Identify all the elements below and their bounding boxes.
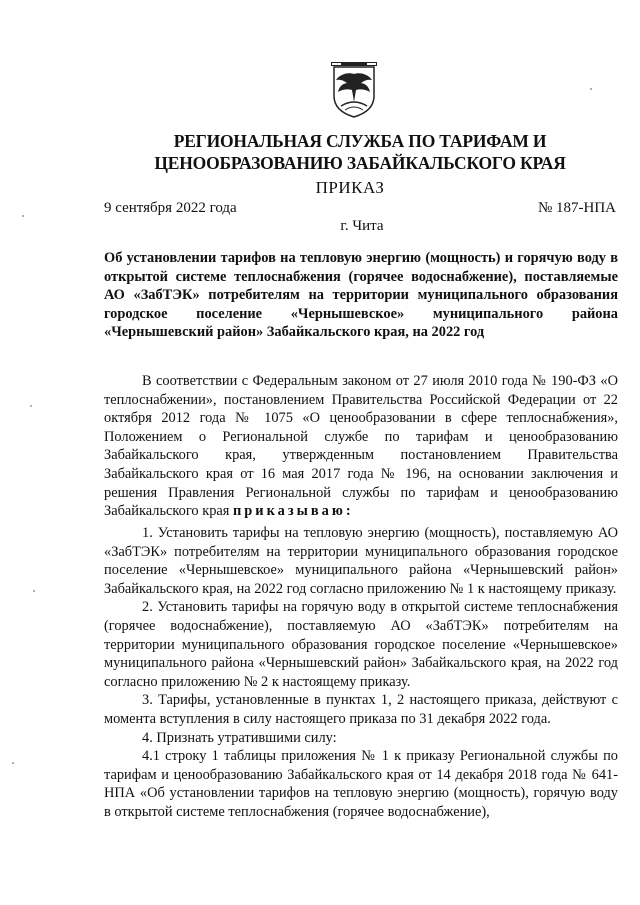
scan-speck <box>33 590 35 592</box>
scan-speck <box>22 215 24 217</box>
document-city: г. Чита <box>340 218 384 234</box>
coat-of-arms-icon <box>331 62 377 118</box>
document-date: 9 сентября 2022 года <box>104 200 237 216</box>
organization-name <box>60 130 640 174</box>
order-item-1: 1. Установить тарифы на тепловую энергию (мощность), поставляемую АО «ЗабТЭК» потребителям на территории муниципального образования городское поселение «Чернышевское» муниципального района «Чернышевский район» Забайкальского края, на 2022 год согласно приложению № 1 к настоящему приказу. <box>104 525 618 597</box>
document-title: Об установлении тарифов на тепловую энергию (мощность) и горячую воду в открытой системе теплоснабжения (горячее водоснабжение), поставляемые АО «ЗабТЭК» потребителям на территории муниципального образования городское поселение «Чернышевское» муниципального района «Чернышевский район» Забайкальского края, на 2022 год <box>104 250 618 341</box>
order-item-2: 2. Установить тарифы на горячую воду в открытой системе теплоснабжения (горячее водоснабжение), поставляемую АО «ЗабТЭК» потребителям на территории муниципального образования городское поселение «Чернышевское» муниципального района «Чернышевский район» Забайкальского края, на 2022 год согласно приложению № 2 к настоящему приказу. <box>104 599 618 690</box>
order-items <box>104 524 618 822</box>
order-item-3: 3. Тарифы, установленные в пунктах 1, 2 настоящего приказа, действуют с момента вступления в силу настоящего приказа по 31 декабря 2022 года. <box>104 692 618 727</box>
document-type: ПРИКАЗ <box>315 178 385 197</box>
scan-speck <box>12 762 14 764</box>
preamble-body: В соответствии с Федеральным законом от 27 июля 2010 года № 190-ФЗ «О теплоснабжении», постановлением Правительства Российской Федерации от 22 октября 2012 года № 1075 «О ценообразовании в сфере теплоснабжения», Положением о Региональной службе по тарифам и ценообразованию Забайкальского края, утвержденным постановлением Правительства Забайкальского края от 16 мая 2017 года № 196, на основании заключения и решения Правления Региональной службы по тарифам и ценообразованию Забайкальского края <box>104 373 618 520</box>
scan-speck <box>590 88 592 90</box>
org-line-1: РЕГИОНАЛЬНАЯ СЛУЖБА ПО ТАРИФАМ И <box>173 131 547 151</box>
document-number: № 187-НПА <box>537 200 616 216</box>
scan-speck <box>30 405 32 407</box>
order-item-4-1: 4.1 строку 1 таблицы приложения № 1 к приказу Региональной службы по тарифам и ценообразованию Забайкальского края от 14 декабря 2018 года № 641-НПА «Об установлении тарифов на тепловую энергию (мощность), горячую воду в открытой системе теплоснабжения (горячее водоснабжение), <box>104 748 618 820</box>
order-word: приказываю: <box>233 503 354 520</box>
order-item-4: 4. Признать утратившими силу: <box>142 729 337 746</box>
preamble-text <box>104 372 618 521</box>
preamble-paragraph <box>104 372 618 521</box>
org-line-2: ЦЕНООБРАЗОВАНИЮ ЗАБАЙКАЛЬСКОГО КРАЯ <box>154 153 566 173</box>
